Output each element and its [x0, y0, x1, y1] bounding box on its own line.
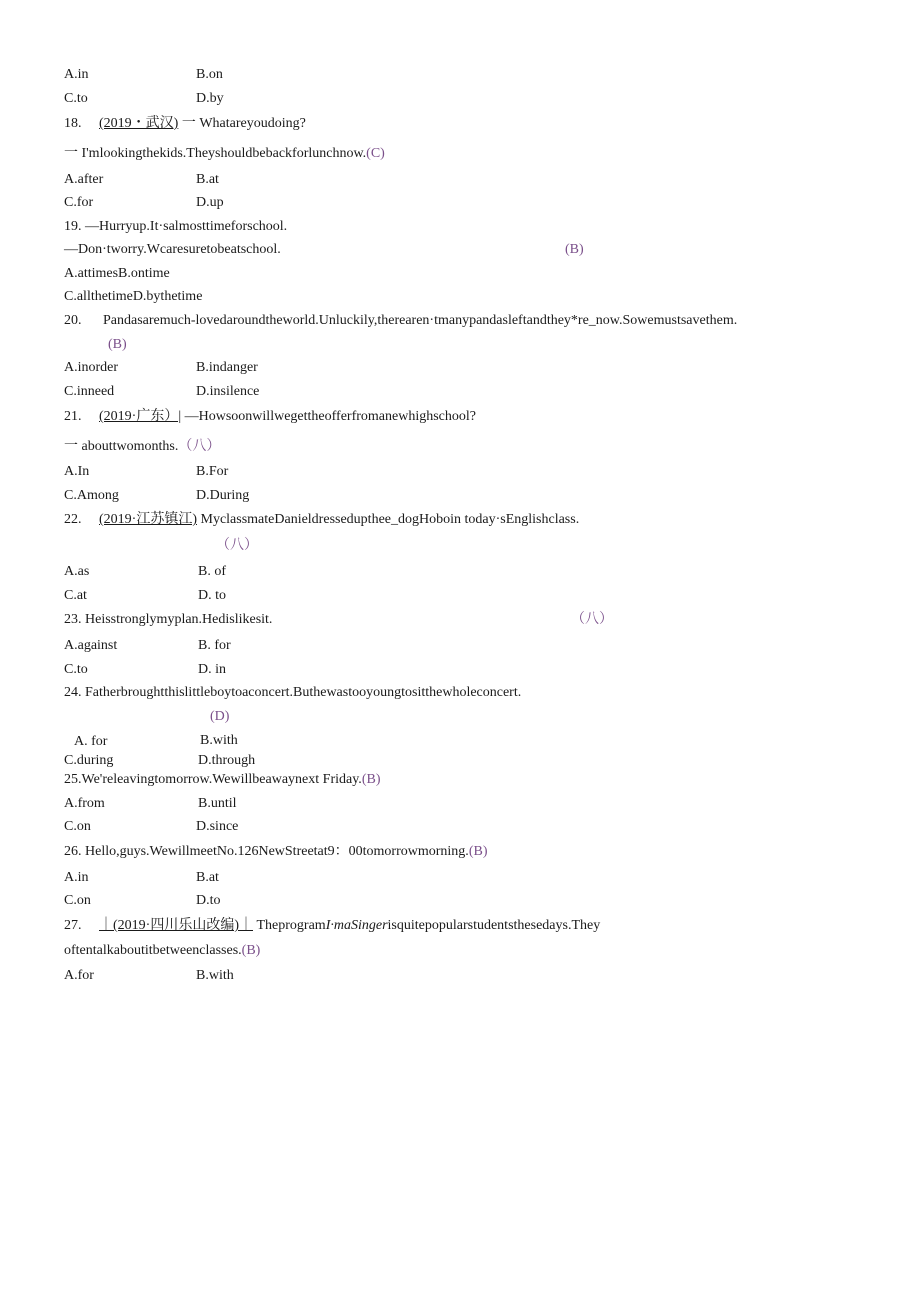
- option-c: C.for: [64, 195, 94, 210]
- question-source: (2019・武汉): [99, 116, 179, 131]
- option-b: B. of: [198, 564, 226, 579]
- option-b: B.For: [196, 464, 229, 479]
- option-a: A.In: [64, 464, 90, 479]
- question-number: 20.: [64, 313, 82, 328]
- option-b: B. for: [198, 638, 231, 653]
- option-a: A.in: [64, 67, 89, 82]
- question-text: 一 I'mlookingthekids.Theyshouldbebackforlunchnow.: [64, 146, 367, 161]
- question-text: Theprogram: [256, 918, 326, 933]
- question-27-line2: [64, 943, 260, 959]
- option-d: D. to: [198, 588, 226, 603]
- option-d: D.through: [198, 753, 256, 768]
- option-d: D.insilence: [196, 384, 260, 399]
- option-d: D.During: [196, 488, 250, 503]
- answer: (C): [366, 146, 385, 161]
- question-18: [64, 116, 306, 132]
- question-text: 25.We'releavingtomorrow.Wewillbeawaynext Friday.: [64, 772, 362, 787]
- option-a: A.as: [64, 564, 90, 579]
- answer: （八）: [571, 612, 613, 627]
- question-text: MyclassmateDanieldressedupthee_dogHoboin today·sEnglishclass.: [200, 512, 580, 527]
- question-source: (2019·江苏镇江): [99, 512, 197, 527]
- option-c: C.inneed: [64, 384, 115, 399]
- options-ab: A.attimesB.ontime: [64, 266, 170, 281]
- answer: (B): [565, 242, 584, 257]
- question-19-line2: —Don·tworry.Wcaresuretobeatschool.: [64, 242, 281, 257]
- option-b: B.indanger: [196, 360, 258, 375]
- question-22: [64, 512, 579, 528]
- option-c: C.at: [64, 588, 87, 603]
- option-c: C.on: [64, 819, 91, 834]
- option-a: A. for: [74, 734, 108, 749]
- question-24: 24. Fatherbroughtthislittleboytoaconcert.Buthewastooyoungtositthewholeconcert.: [64, 685, 522, 700]
- question-21-line2: [64, 439, 220, 455]
- question-source: ｜(2019·四川乐山改编)｜: [99, 918, 253, 933]
- answer: (B): [468, 844, 488, 859]
- option-b: B.at: [196, 172, 219, 187]
- option-b: B.on: [196, 67, 223, 82]
- question-text: 26. Hello,guys.WewillmeetNo.126NewStreetat9：00tomorrowmorning.: [64, 844, 469, 859]
- question-number: 22.: [64, 512, 82, 527]
- question-19: 19. —Hurryup.It·salmosttimeforschool.: [64, 219, 288, 234]
- option-d: D. in: [198, 662, 226, 677]
- answer: (D): [210, 709, 230, 724]
- option-c: C.during: [64, 753, 114, 768]
- option-a: A.from: [64, 796, 105, 811]
- answer: (B): [241, 943, 261, 958]
- options-cd: C.allthetimeD.bythetime: [64, 289, 203, 304]
- question-source: (2019·广东）|: [99, 409, 182, 424]
- option-c: C.to: [64, 662, 88, 677]
- program-title: I·maSinger: [325, 918, 388, 933]
- answer: (B): [108, 337, 127, 352]
- option-a: A.for: [64, 968, 94, 983]
- question-number: 27.: [64, 918, 82, 933]
- option-c: C.on: [64, 893, 91, 908]
- option-d: D.to: [196, 893, 221, 908]
- question-text: 一 abouttwomonths.: [64, 439, 179, 454]
- option-d: D.up: [196, 195, 224, 210]
- question-text: Pandasaremuch-lovedaroundtheworld.Unluckily,therearen·tmanypandasleftandthey*re_now.Sowemustsavethem.: [103, 313, 738, 328]
- question-27: [64, 918, 600, 934]
- question-21: [64, 409, 476, 425]
- question-number: 18.: [64, 116, 82, 131]
- question-18-line2: [64, 146, 385, 162]
- option-b: B.at: [196, 870, 219, 885]
- option-b: B.until: [198, 796, 237, 811]
- question-20: [64, 313, 737, 329]
- question-23: 23. Heisstronglymyplan.Hedislikesit.: [64, 612, 273, 627]
- option-b: B.with: [196, 968, 234, 983]
- answer: (B): [361, 772, 381, 787]
- option-a: A.after: [64, 172, 104, 187]
- option-c: C.Among: [64, 488, 119, 503]
- question-number: 21.: [64, 409, 82, 424]
- option-a: A.in: [64, 870, 89, 885]
- answer: （八）: [178, 439, 221, 454]
- option-a: A.inorder: [64, 360, 119, 375]
- option-c: C.to: [64, 91, 88, 106]
- question-text: oftentalkaboutitbetweenclasses.: [64, 943, 242, 958]
- option-a: A.against: [64, 638, 118, 653]
- question-26: [64, 844, 487, 860]
- option-b: B.with: [200, 733, 238, 748]
- question-text: isquitepopularstudentsthesedays.They: [387, 918, 601, 933]
- question-25: [64, 772, 380, 788]
- option-d: D.since: [196, 819, 239, 834]
- question-text: 一 Whatareyoudoing?: [181, 116, 306, 131]
- question-text: —Howsoonwillwegettheofferfromanewhighschool?: [184, 409, 476, 424]
- option-d: D.by: [196, 91, 224, 106]
- answer: （八）: [216, 538, 258, 553]
